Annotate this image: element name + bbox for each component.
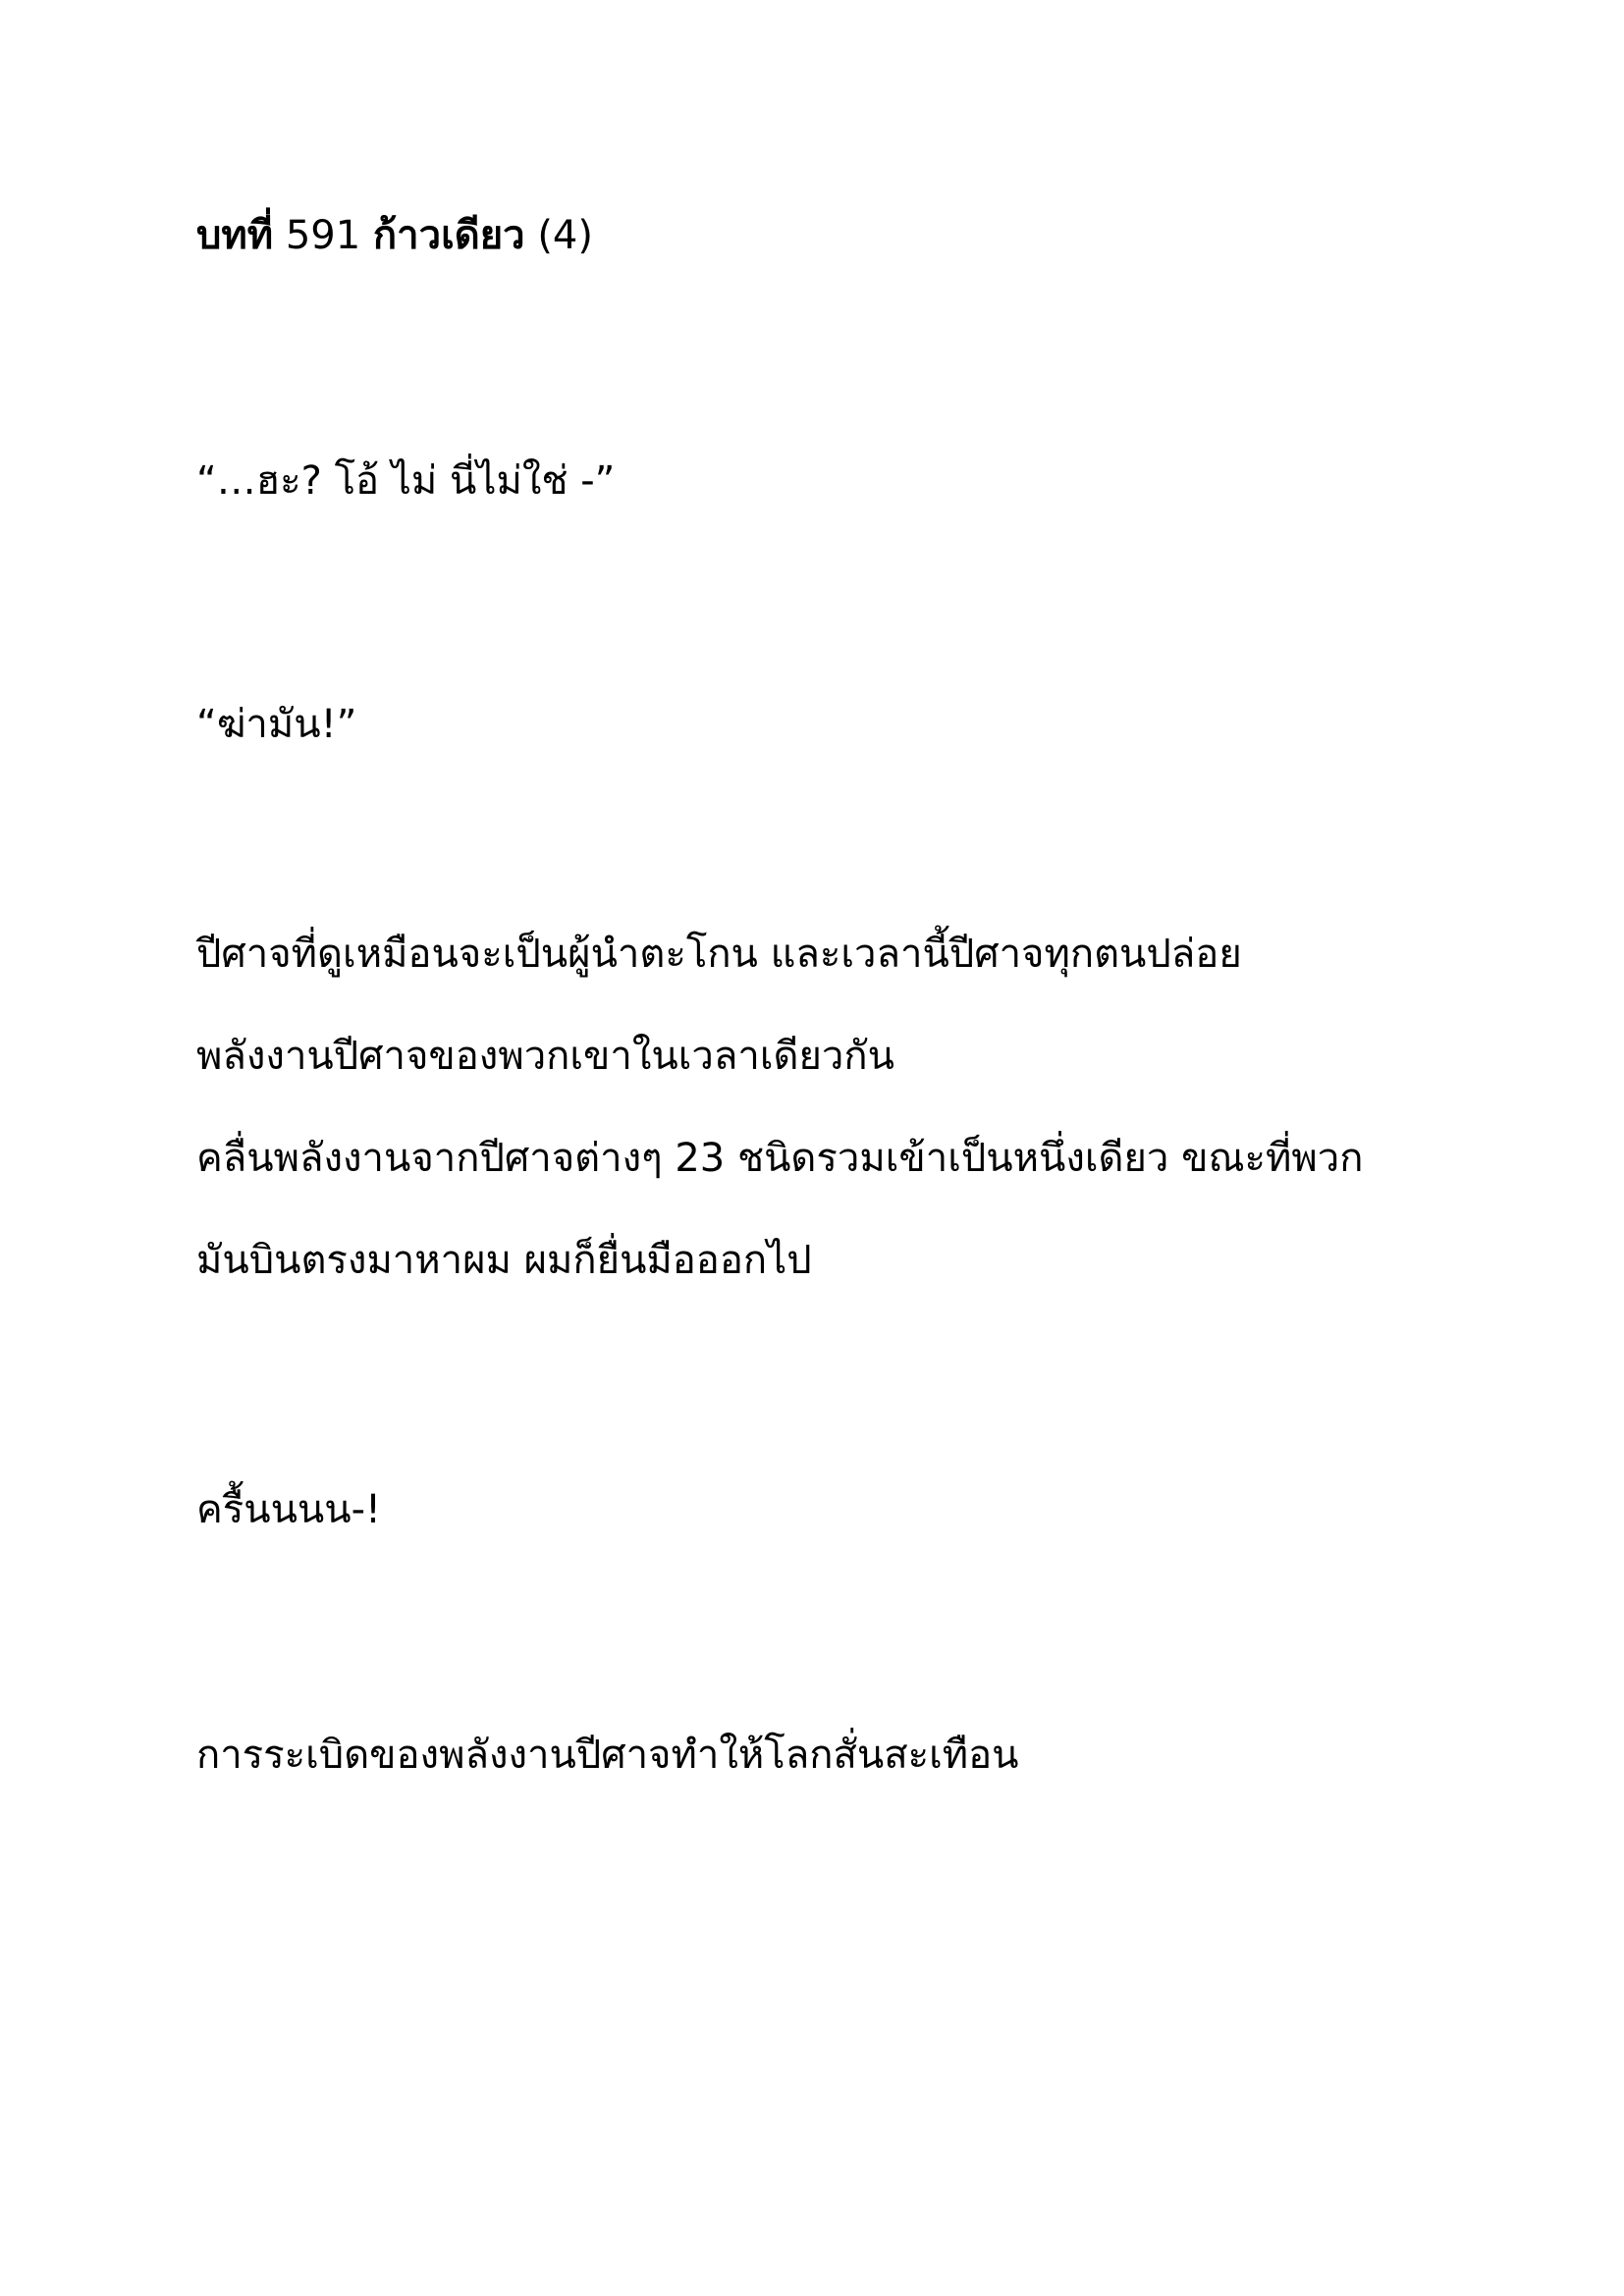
chapter-prefix: บทที่ [196,213,274,258]
chapter-title: ก้าวเดียว [372,213,525,258]
dialogue-line: “…ฮะ? โอ้ ไม่ นี่ไม่ใช่ -” [196,458,616,504]
dialogue-line: “ฆ่ามัน!” [196,702,357,747]
paragraph-line: มันบินตรงมาหาผม ผมก็ยื่นมือออกไป [196,1238,812,1283]
paragraph-line: พลังงานปีศาจของพวกเขาในเวลาเดียวกัน [196,1034,894,1079]
chapter-number: 591 [285,213,361,258]
paragraph-line: การระเบิดของพลังงานปีศาจทำให้โลกสั่นสะเทือน [196,1733,1019,1778]
chapter-part: (4) [537,213,593,258]
chapter-heading [196,206,593,265]
paragraph-line: ปีศาจที่ดูเหมือนจะเป็นผู้นำตะโกน และเวลานี้ปีศาจทุกตนปล่อย [196,932,1242,977]
sound-effect-line: ครื้นนนน-! [196,1487,382,1532]
paragraph-line: คลื่นพลังงานจากปีศาจต่างๆ 23 ชนิดรวมเข้าเป็นหนึ่งเดียว ขณะที่พวก [196,1136,1364,1181]
